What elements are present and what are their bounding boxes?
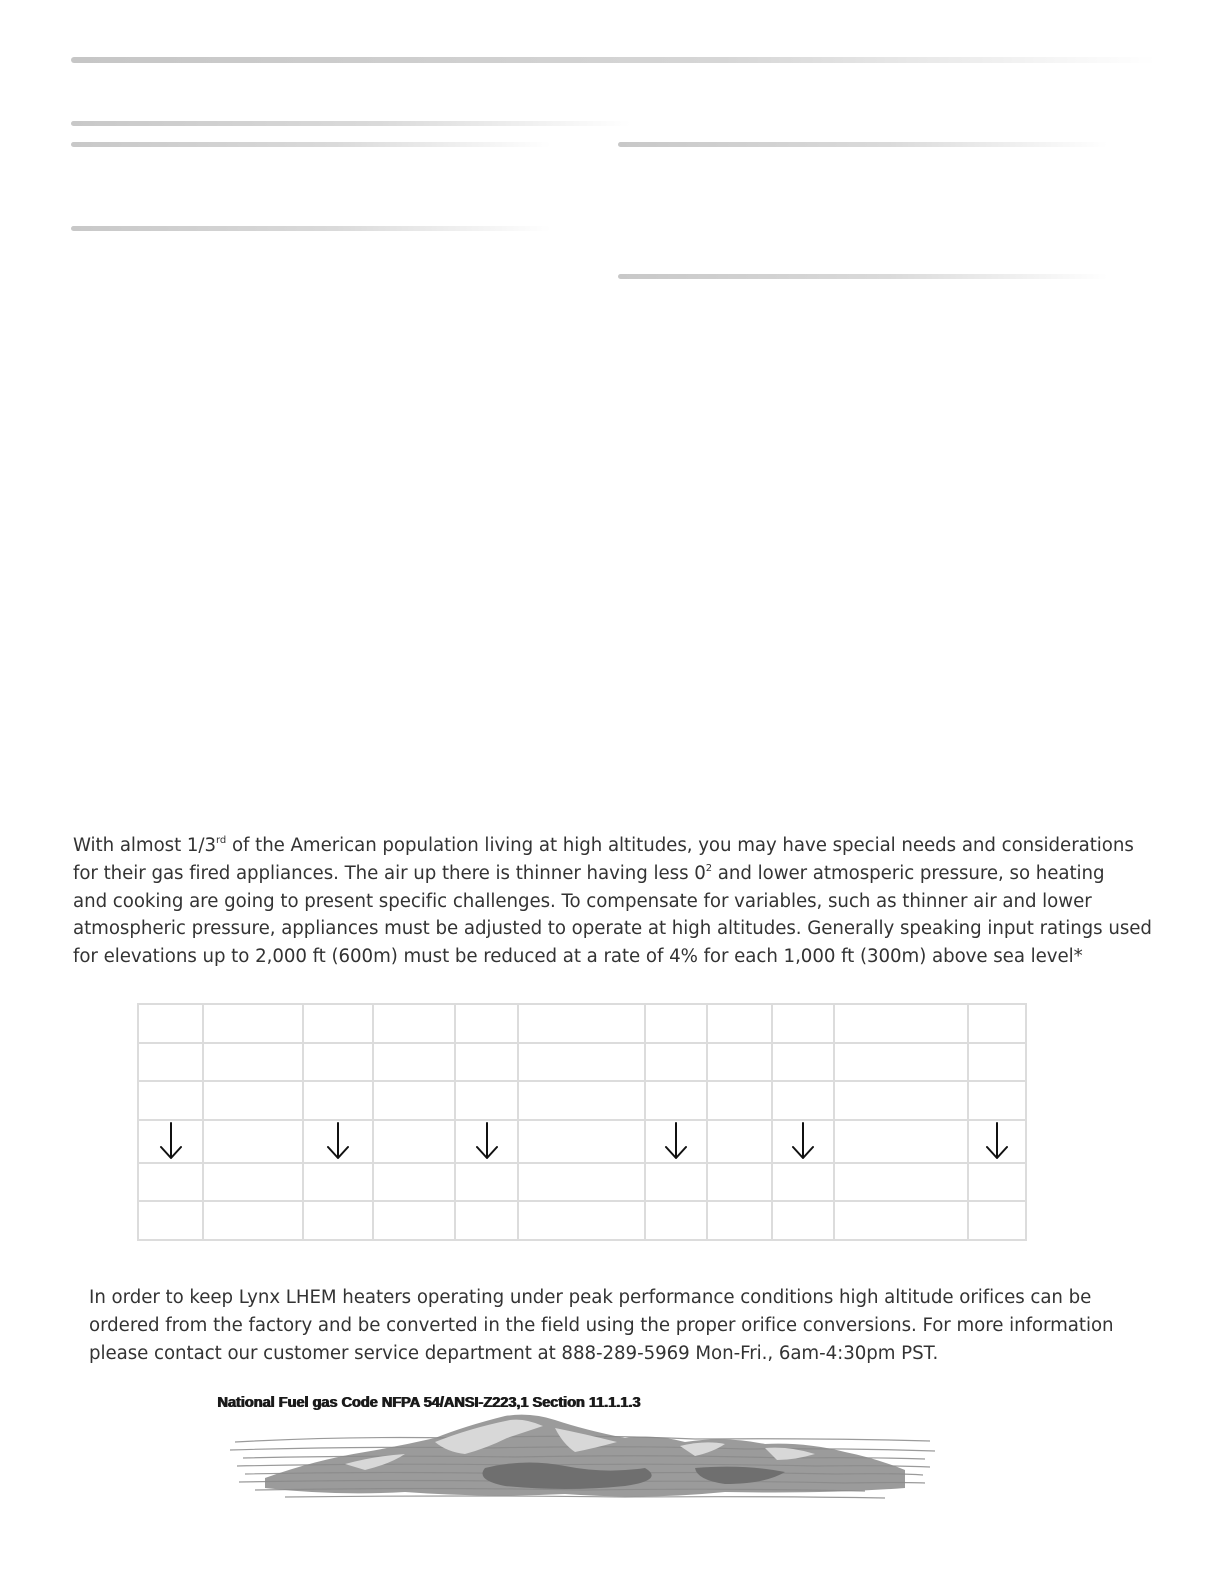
table-row xyxy=(138,1163,1026,1202)
intro-line: and cooking are going to present specific challenges. To compensate for variables, such as thinner air and lower xyxy=(73,890,1092,912)
intro-paragraph xyxy=(73,832,1152,971)
intro-line: With almost 1/3rd of the American population living at high altitudes, you may have special needs and considerations xyxy=(73,835,1134,856)
down-arrow-icon xyxy=(985,1121,1009,1161)
closing-line: ordered from the factory and be converted in the field using the proper orifice conversions. For more information xyxy=(89,1314,1114,1336)
table-row xyxy=(138,1201,1026,1240)
down-arrow-icon xyxy=(159,1121,183,1161)
closing-line: please contact our customer service department at 888-289-5969 Mon-Fri., 6am-4:30pm PST. xyxy=(89,1342,939,1364)
section-rule-left-2 xyxy=(71,142,551,147)
section-rule-right-1 xyxy=(618,142,1108,147)
code-reference-footnote: National Fuel gas Code NFPA 54/ANSI-Z223,1 Section 11.1.1.3 xyxy=(217,1395,641,1411)
down-arrow-icon xyxy=(791,1121,815,1161)
down-arrow-icon xyxy=(664,1121,688,1161)
closing-paragraph xyxy=(89,1284,1149,1367)
intro-line: for their gas fired appliances. The air up there is thinner having less $0^2$ and lower atmosperic pressure, so heating xyxy=(73,862,1105,884)
down-arrow-icon xyxy=(326,1121,350,1161)
down-arrow-icon xyxy=(475,1121,499,1161)
intro-line: atmospheric pressure, appliances must be adjusted to operate at high altitudes. Generally speaking input ratings used xyxy=(73,918,1152,940)
altitude-table xyxy=(137,1003,1027,1241)
closing-line: In order to keep Lynx LHEM heaters operating under peak performance conditions high altitude orifices can be xyxy=(89,1287,1092,1308)
header-rule xyxy=(71,57,1156,63)
table-row xyxy=(138,1120,1026,1163)
table-row xyxy=(138,1004,1026,1043)
section-rule-left-3 xyxy=(71,226,551,231)
section-rule-left-1 xyxy=(71,121,631,126)
mountain-icon xyxy=(225,1408,940,1503)
intro-line: for elevations up to 2,000 ft (600m) must be reduced at a rate of 4% for each 1,000 ft (300m) above sea level* xyxy=(73,946,1083,968)
section-rule-right-2 xyxy=(618,274,1108,279)
table-row xyxy=(138,1043,1026,1082)
table-row xyxy=(138,1081,1026,1120)
